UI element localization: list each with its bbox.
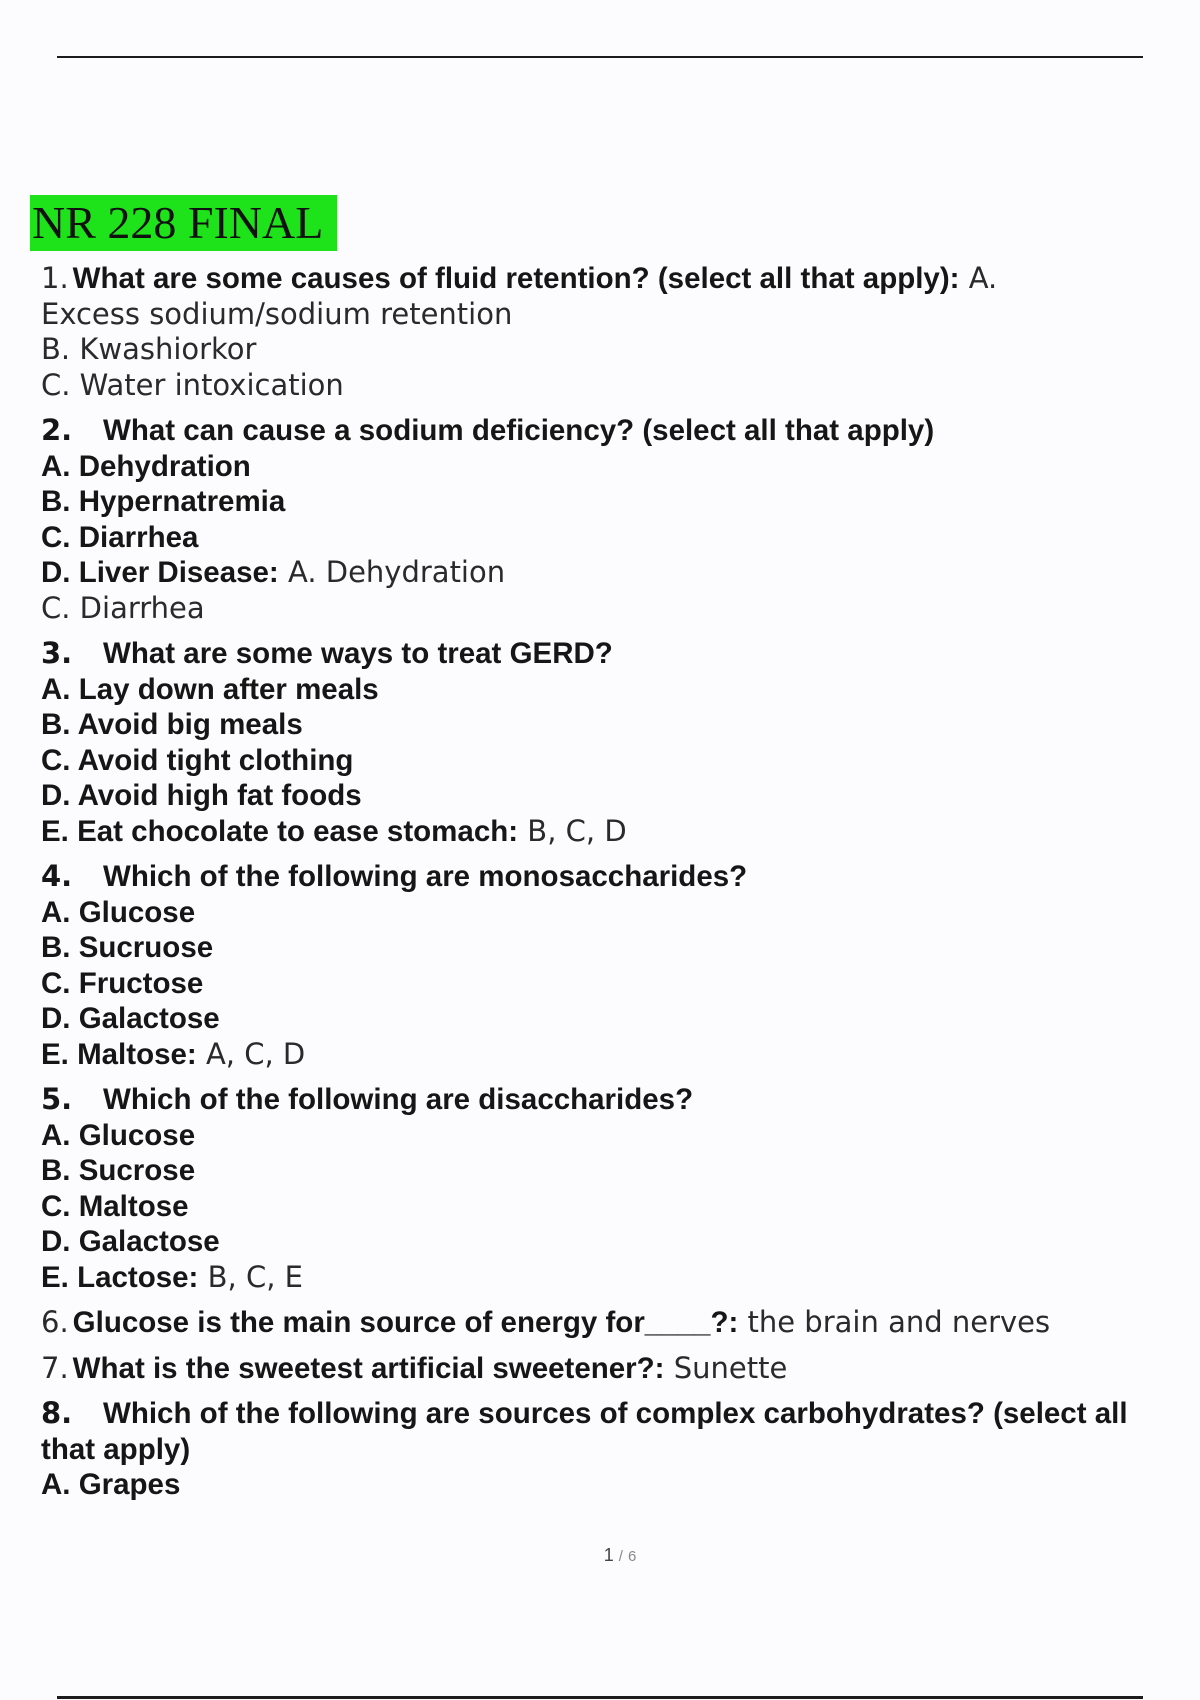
question-6 (41, 1305, 1181, 1341)
question-5 (41, 1082, 1181, 1295)
question-number: 6. (41, 1305, 69, 1339)
option: D. Liver Disease: (41, 556, 279, 589)
question-number: 8. (41, 1396, 73, 1430)
question-number: 3. (41, 636, 73, 670)
question-text: What can cause a sodium deficiency? (select all that apply) (103, 414, 935, 447)
question-3 (41, 636, 1181, 849)
blank-underline: ____ (644, 1306, 711, 1339)
question-number: 7. (41, 1350, 69, 1385)
option: C. Maltose (41, 1189, 189, 1223)
top-rule (57, 56, 1143, 58)
option: E. Eat chocolate to ease stomach: (41, 814, 519, 848)
answer-text: Sunette (664, 1350, 788, 1385)
option: C. Diarrhea (41, 520, 199, 554)
option: D. Galactose (41, 1002, 220, 1035)
question-text: Glucose is the main source of energy for (72, 1306, 645, 1339)
answer-text: B, C, D (518, 813, 627, 848)
page-separator: / (618, 1548, 623, 1565)
question-number: 5. (41, 1082, 73, 1116)
current-page: 1 (603, 1545, 614, 1565)
question-8 (41, 1396, 1181, 1503)
answer-line: C. Diarrhea (41, 590, 205, 625)
bottom-rule (57, 1696, 1143, 1699)
question-list (41, 261, 1181, 1503)
option: A. Dehydration (41, 449, 251, 483)
answer-line: Excess sodium/sodium retention (41, 296, 513, 331)
question-number: 2. (41, 413, 73, 447)
answer-text: A. Dehydration (278, 555, 506, 589)
question-text: What are some ways to treat GERD? (103, 637, 613, 670)
option: A. Lay down after meals (41, 672, 379, 706)
question-text: Which of the following are sources of complex carbohydrates? (select all that apply) (41, 1397, 1128, 1466)
option: D. Galactose (41, 1225, 220, 1258)
answer-text: A, C, D (196, 1036, 306, 1071)
option: E. Lactose: (41, 1260, 199, 1294)
question-7 (41, 1351, 1181, 1387)
option: D. Avoid high fat foods (41, 779, 362, 812)
question-4 (41, 859, 1181, 1072)
question-text-end: ?: (710, 1306, 739, 1339)
question-1 (41, 261, 1181, 403)
question-2 (41, 413, 1181, 626)
option: C. Fructose (41, 966, 204, 1000)
question-text: Which of the following are disaccharides? (103, 1083, 694, 1116)
option: B. Sucrose (41, 1154, 196, 1187)
answer-line: C. Water intoxication (41, 367, 344, 402)
question-number: 1. (41, 261, 69, 295)
question-text: What is the sweetest artificial sweetener?: (72, 1351, 665, 1385)
page-indicator (0, 1545, 1200, 1566)
option: B. Avoid big meals (41, 708, 303, 741)
option: E. Maltose: (41, 1037, 197, 1071)
option: B. Sucruose (41, 931, 214, 964)
question-text: Which of the following are monosaccharides? (103, 860, 748, 893)
answer-text: A. (959, 261, 998, 295)
answer-text: B, C, E (198, 1259, 303, 1294)
option: C. Avoid tight clothing (41, 743, 354, 777)
answer-text: the brain and nerves (738, 1305, 1051, 1339)
answer-line: B. Kwashiorkor (41, 332, 257, 366)
question-text: What are some causes of fluid retention? (select all that apply): (72, 262, 960, 295)
total-pages: 6 (627, 1548, 637, 1565)
document-title: NR 228 FINAL (30, 195, 337, 251)
question-number: 4. (41, 859, 73, 893)
option: B. Hypernatremia (41, 485, 286, 518)
option: A. Grapes (41, 1468, 181, 1501)
option: A. Glucose (41, 895, 196, 929)
option: A. Glucose (41, 1118, 196, 1152)
